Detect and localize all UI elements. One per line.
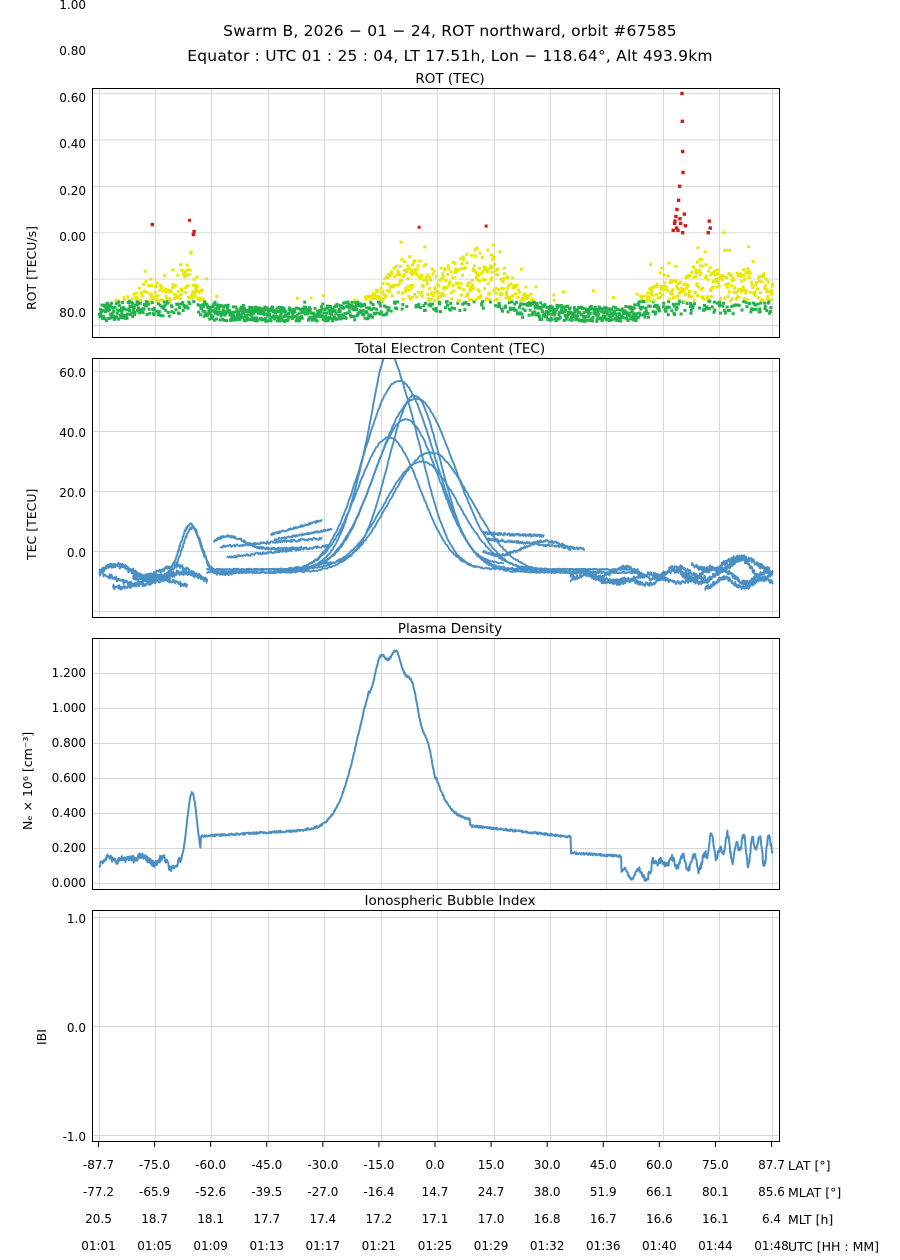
ytick-ibi-0: -1.0 <box>62 1130 86 1144</box>
panel-ne-plot <box>93 639 779 889</box>
row-label-utc: UTC [HH : MM] <box>788 1239 880 1254</box>
xtick-mlt-0: 20.5 <box>85 1212 112 1226</box>
panel-title-tec: Total Electron Content (TEC) <box>354 341 546 357</box>
ytick-rot-0: 0.00 <box>59 230 86 244</box>
ytick-rot-1: 0.20 <box>59 184 86 198</box>
xtick-mlt-6: 17.1 <box>421 1212 449 1226</box>
ibi-gridlines <box>93 911 779 1141</box>
xtick-utc-10: 01:40 <box>642 1239 677 1253</box>
xtick-lat-2: -60.0 <box>195 1158 227 1172</box>
tec-gridlines <box>93 359 779 617</box>
ytick-ne-1: 0.200 <box>51 841 86 855</box>
xtick-mlt-11: 16.1 <box>702 1212 729 1226</box>
xtick-lat-9: 45.0 <box>589 1158 617 1172</box>
ytick-tec-1: 20.0 <box>59 486 86 500</box>
rot-scatter-series <box>98 92 774 323</box>
panel-title-rot: ROT (TEC) <box>415 71 485 87</box>
xtick-utc-3: 01:13 <box>249 1239 285 1253</box>
ne-line-series <box>100 650 773 880</box>
panel-rot-plot <box>93 89 779 337</box>
ytick-tec-4: 80.0 <box>59 306 86 320</box>
xtick-utc-2: 01:09 <box>193 1239 228 1253</box>
xtick-mlat-0: -77.2 <box>82 1185 115 1199</box>
ytick-ibi-2: 1.0 <box>66 912 86 926</box>
xtick-lat-7: 15.0 <box>477 1158 505 1172</box>
xtick-mlat-1: -65.9 <box>139 1185 171 1199</box>
xtick-utc-9: 01:36 <box>585 1239 621 1253</box>
xtick-lat-11: 75.0 <box>702 1158 729 1172</box>
xtick-mlt-7: 17.0 <box>477 1212 505 1226</box>
ytick-ne-3: 0.600 <box>51 771 86 785</box>
tec-arc <box>207 437 591 570</box>
xtick-lat-10: 60.0 <box>645 1158 673 1172</box>
xtick-mlt-2: 18.1 <box>197 1212 225 1226</box>
ytick-ne-4: 0.800 <box>51 736 86 750</box>
xtick-mlat-4: -27.0 <box>307 1185 339 1199</box>
xtick-mlat-11: 80.1 <box>702 1185 729 1199</box>
axis-label-ibi-y: IBI <box>34 1029 49 1045</box>
xtick-lat-8: 30.0 <box>533 1158 561 1172</box>
ne-trace <box>100 650 773 880</box>
xtick-mlat-10: 66.1 <box>645 1185 673 1199</box>
panel-ibi <box>92 910 780 1142</box>
xtick-utc-5: 01:21 <box>361 1239 397 1253</box>
xtick-mlt-4: 17.4 <box>309 1212 337 1226</box>
ytick-ne-0: 0.000 <box>51 876 86 890</box>
axis-label-rot-y: ROT [TECU/s] <box>24 225 39 310</box>
figure-title-line1: Swarm B, 2026 − 01 − 24, ROT northward, orbit #67585 <box>223 22 677 40</box>
panel-title-ne: Plasma Density <box>397 621 503 637</box>
panel-title-ibi: Ionospheric Bubble Index <box>364 893 536 909</box>
xtick-lat-4: -30.0 <box>307 1158 339 1172</box>
xtick-mlat-5: -16.4 <box>363 1185 395 1199</box>
x-axis-ticks <box>92 1142 792 1150</box>
tec-arc <box>229 452 638 573</box>
ytick-rot-5: 1.00 <box>59 0 86 12</box>
tec-arc <box>486 538 584 550</box>
xtick-lat-0: -87.7 <box>82 1158 115 1172</box>
row-label-mlt: MLT [h] <box>788 1212 834 1227</box>
ytick-rot-4: 0.80 <box>59 44 86 58</box>
xtick-mlt-9: 16.7 <box>589 1212 617 1226</box>
tec-line-series <box>100 359 773 590</box>
panel-tec-plot <box>93 359 779 617</box>
ytick-ibi-1: 0.0 <box>66 1021 86 1035</box>
xtick-mlt-8: 16.8 <box>533 1212 561 1226</box>
xtick-mlt-1: 18.7 <box>141 1212 168 1226</box>
axis-label-tec-y: TEC [TECU] <box>24 488 39 560</box>
ytick-tec-3: 60.0 <box>59 366 86 380</box>
xtick-utc-1: 01:05 <box>137 1239 172 1253</box>
xtick-lat-12: 87.7 <box>758 1158 785 1172</box>
rot-gridlines <box>93 89 779 337</box>
panel-ibi-plot <box>93 911 779 1141</box>
ytick-ne-6: 1.200 <box>51 666 86 680</box>
xtick-mlt-10: 16.6 <box>645 1212 673 1226</box>
ytick-tec-0: 0.0 <box>66 546 86 560</box>
xtick-mlat-8: 38.0 <box>533 1185 561 1199</box>
xtick-utc-7: 01:29 <box>473 1239 509 1253</box>
figure-title-line2: Equator : UTC 01 : 25 : 04, LT 17.51h, Lon − 118.64°, Alt 493.9km <box>187 47 713 65</box>
panel-rot <box>92 88 780 338</box>
xtick-utc-12: 01:48 <box>754 1239 789 1253</box>
ytick-tec-2: 40.0 <box>59 426 86 440</box>
panel-tec <box>92 358 780 618</box>
ytick-rot-3: 0.60 <box>59 91 86 105</box>
row-label-lat: LAT [°] <box>788 1158 831 1173</box>
xtick-mlat-9: 51.9 <box>589 1185 617 1199</box>
xtick-mlt-5: 17.2 <box>365 1212 393 1226</box>
ne-gridlines <box>93 639 779 889</box>
panel-ne <box>92 638 780 890</box>
xtick-utc-6: 01:25 <box>417 1239 453 1253</box>
xtick-mlat-2: -52.6 <box>195 1185 227 1199</box>
xtick-lat-5: -15.0 <box>363 1158 395 1172</box>
xtick-mlat-3: -39.5 <box>251 1185 283 1199</box>
xtick-utc-11: 01:44 <box>698 1239 733 1253</box>
xtick-lat-1: -75.0 <box>139 1158 171 1172</box>
xtick-mlat-7: 24.7 <box>477 1185 505 1199</box>
xtick-mlt-12: 6.4 <box>761 1212 782 1226</box>
xtick-utc-8: 01:32 <box>529 1239 565 1253</box>
xtick-mlt-3: 17.7 <box>253 1212 281 1226</box>
xtick-utc-4: 01:17 <box>305 1239 341 1253</box>
xtick-lat-3: -45.0 <box>251 1158 283 1172</box>
xtick-mlat-6: 14.7 <box>421 1185 449 1199</box>
xtick-mlat-12: 85.6 <box>758 1185 785 1199</box>
xtick-lat-6: 0.0 <box>425 1158 445 1172</box>
xtick-utc-0: 01:01 <box>81 1239 116 1253</box>
ytick-ne-5: 1.000 <box>51 701 86 715</box>
row-label-mlat: MLAT [°] <box>788 1185 842 1200</box>
ytick-ne-2: 0.400 <box>51 806 86 820</box>
ytick-rot-2: 0.40 <box>59 137 86 151</box>
axis-label-ne-y: Nₑ × 10⁶ [cm⁻³] <box>20 731 35 830</box>
